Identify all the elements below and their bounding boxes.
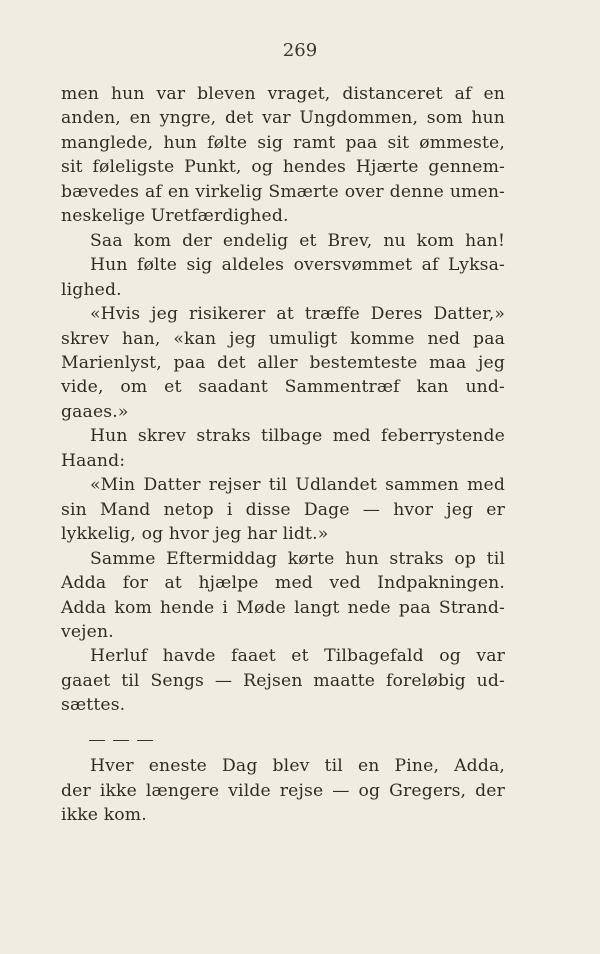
text-line: Marienlyst, paa det aller bestemteste maa jeg <box>61 352 505 373</box>
text-line: der ikke længere vilde rejse — og Gregers, der <box>61 780 505 801</box>
text-line: Samme Eftermiddag kørte hun straks op til <box>90 548 505 569</box>
paragraph <box>61 547 505 645</box>
text-line: ikke kom. <box>61 805 147 826</box>
text-line: anden, en yngre, det var Ungdommen, som hun <box>61 108 505 129</box>
section-break <box>61 728 505 752</box>
paragraph <box>61 253 505 302</box>
paragraph <box>61 473 505 546</box>
page-number: 269 <box>282 40 318 61</box>
text-line: skrev han, «kan jeg umuligt komme ned paa <box>61 328 505 349</box>
text-line: lykkelig, og hvor jeg har lidt.» <box>61 524 329 545</box>
text-line: «Hvis jeg risikerer at træffe Deres Datter,» <box>90 304 505 325</box>
text-line: Haand: <box>61 450 126 471</box>
text-line: sin Mand netop i disse Dage — hvor jeg er <box>61 499 505 520</box>
text-line: sættes. <box>61 695 126 716</box>
text-line: lighed. <box>61 279 122 300</box>
text-line: Herluf havde faaet et Tilbagefald og var <box>90 646 505 667</box>
paragraph <box>61 424 505 473</box>
paragraph <box>61 644 505 717</box>
text-line: Adda for at hjælpe med ved Indpakningen. <box>61 573 505 594</box>
paragraph <box>61 302 505 424</box>
text-line: men hun var bleven vraget, distanceret af en <box>61 84 505 104</box>
paragraph <box>61 754 505 827</box>
text-line: Hun skrev straks tilbage med feberrystende <box>90 426 505 447</box>
text-line: Hver eneste Dag blev til en Pine, Adda, <box>90 756 505 777</box>
body-text <box>61 82 505 828</box>
text-line: Saa kom der endelig et Brev, nu kom han! <box>90 230 505 251</box>
text-line: neskelige Uretfærdighed. <box>61 206 289 227</box>
text-line: sit føleligste Punkt, og hendes Hjærte gennem- <box>61 157 505 178</box>
text-line: bævedes af en virkelig Smærte over denne umen- <box>61 181 505 202</box>
text-line: Adda kom hende i Møde langt nede paa Strand- <box>61 597 505 618</box>
text-line: vejen. <box>61 621 114 642</box>
text-line: vide, om et saadant Sammentræf kan und- <box>61 377 505 398</box>
dash-mark <box>89 740 105 741</box>
text-line: «Min Datter rejser til Udlandet sammen med <box>90 475 505 496</box>
paragraph <box>61 82 505 229</box>
paragraph <box>61 229 505 253</box>
text-line: manglede, hun følte sig ramt paa sit ømmeste, <box>61 132 505 153</box>
dash-mark <box>113 740 129 741</box>
text-line: gaaes.» <box>61 401 129 422</box>
dash-mark <box>137 740 153 741</box>
text-line: gaaet til Sengs — Rejsen maatte foreløbig ud- <box>61 670 505 691</box>
text-line: Hun følte sig aldeles oversvømmet af Lyksa- <box>90 255 505 276</box>
